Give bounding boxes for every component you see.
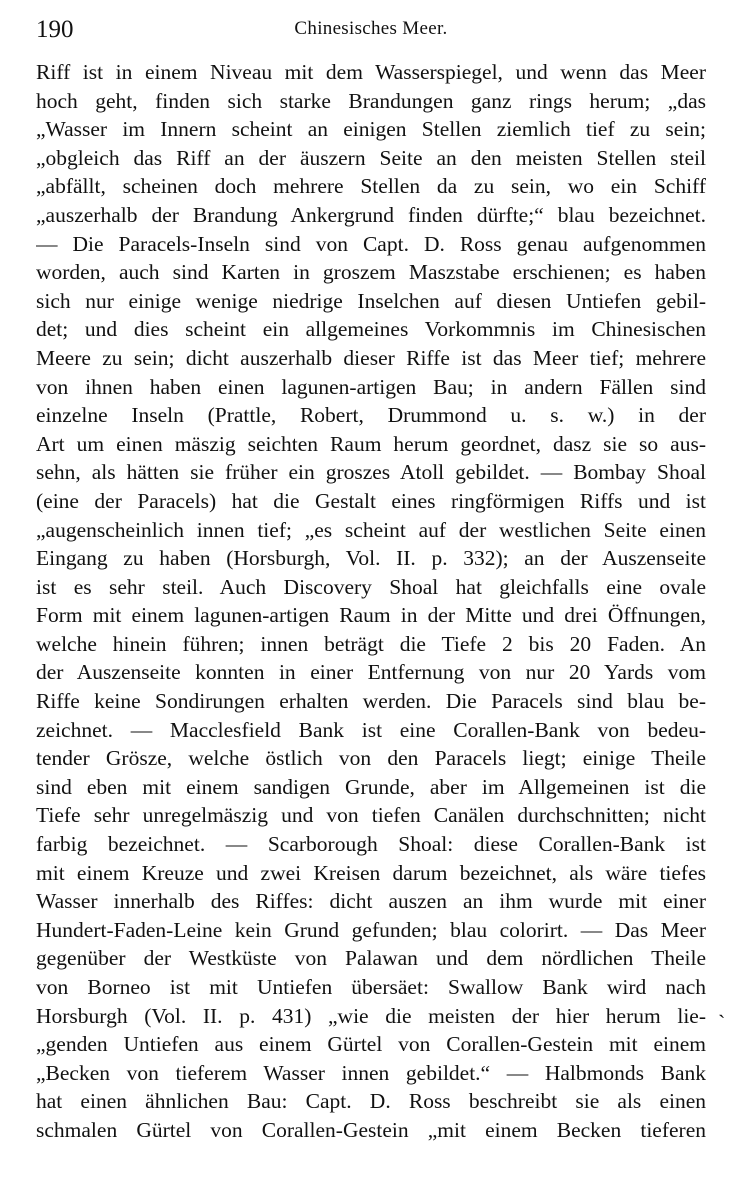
text-line: Wasser innerhalb des Riffes: dicht auszen an ihm wurde mit einer	[36, 889, 706, 914]
text-line: — Die Paracels-Inseln sind von Capt. D. Ross genau aufgenommen	[36, 231, 706, 256]
text-line: „auszerhalb der Brandung Ankergrund finden dürfte;“ blau bezeichnet.	[36, 202, 706, 227]
text-line: det; und dies scheint ein allgemeines Vorkommnis im Chinesischen	[36, 317, 706, 342]
text-line: Form mit einem lagunen-artigen Raum in der Mitte und drei Öffnungen,	[36, 603, 706, 628]
text-line: Riff ist in einem Niveau mit dem Wasserspiegel, und wenn das Meer	[36, 60, 706, 84]
page-header	[36, 12, 706, 52]
text-line: Eingang zu haben (Horsburgh, Vol. II. p. 332); an der Auszenseite	[36, 546, 706, 571]
running-title: Chinesisches Meer.	[294, 18, 448, 39]
text-line: Meere zu sein; dicht auszerhalb dieser Riffe ist das Meer tief; mehrere	[36, 345, 706, 370]
text-line: „Becken von tieferem Wasser innen gebildet.“ — Halbmonds Bank	[36, 1060, 706, 1085]
text-line: Riffe keine Sondirungen erhalten werden. Die Paracels sind blau be-	[36, 689, 706, 714]
text-line: der Auszenseite konnten in einer Entfernung von nur 20 Yards vom	[36, 660, 706, 685]
text-line: Hundert-Faden-Leine kein Grund gefunden; blau colorirt. — Das Meer	[36, 917, 706, 942]
text-line: farbig bezeichnet. — Scarborough Shoal: diese Corallen-Bank ist	[36, 832, 706, 857]
text-line: „abfällt, scheinen doch mehrere Stellen da zu sein, wo ein Schiff	[36, 174, 706, 199]
text-line: sich nur einige wenige niedrige Inselchen auf diesen Untiefen gebil-	[36, 288, 706, 313]
text-line: sehn, als hätten sie früher ein groszes Atoll gebildet. — Bombay Shoal	[36, 460, 706, 485]
text-line: gegenüber der Westküste von Palawan und dem nördlichen Theile	[36, 946, 706, 971]
text-line: von ihnen haben einen lagunen-artigen Bau; in andern Fällen sind	[36, 374, 706, 399]
text-line: „obgleich das Riff an der äuszern Seite an den meisten Stellen steil	[36, 145, 706, 170]
text-line: Tiefe sehr unregelmäszig und von tiefen Canälen durchschnitten; nicht	[36, 803, 706, 828]
text-line: (eine der Paracels) hat die Gestalt eines ringförmigen Riffs und ist	[36, 488, 706, 513]
text-line: schmalen Gürtel von Corallen-Gestein „mit einem Becken tieferen	[36, 1117, 706, 1142]
margin-mark: `	[718, 1010, 726, 1035]
text-line: ist es sehr steil. Auch Discovery Shoal hat gleichfalls eine ovale	[36, 574, 706, 599]
text-line: „Wasser im Innern scheint an einigen Stellen ziemlich tief zu sein;	[36, 117, 706, 142]
text-line: Horsburgh (Vol. II. p. 431) „wie die meisten der hier herum lie-	[36, 1003, 706, 1028]
text-line: tender Grösze, welche östlich von den Paracels liegt; einige Theile	[36, 746, 706, 771]
text-line: von Borneo ist mit Untiefen übersäet: Swallow Bank wird nach	[36, 975, 706, 999]
page-number: 190	[36, 16, 74, 43]
body-text	[36, 58, 706, 1145]
text-line: einzelne Inseln (Prattle, Robert, Drummond u. s. w.) in der	[36, 403, 706, 428]
text-line: welche hinein führen; innen beträgt die Tiefe 2 bis 20 Faden. An	[36, 631, 706, 656]
text-line: zeichnet. — Macclesfield Bank ist eine Corallen-Bank von bedeu-	[36, 717, 706, 742]
text-line: „augenscheinlich innen tief; „es scheint auf der westlichen Seite einen	[36, 517, 706, 542]
text-line: „genden Untiefen aus einem Gürtel von Corallen-Gestein mit einem	[36, 1032, 706, 1057]
text-line: Art um einen mäszig seichten Raum herum geordnet, dasz sie so aus-	[36, 431, 706, 456]
text-line: sind eben mit einem sandigen Grunde, aber im Allgemeinen ist die	[36, 774, 706, 799]
text-line: mit einem Kreuze und zwei Kreisen darum bezeichnet, als wäre tiefes	[36, 860, 706, 885]
text-line: hoch geht, finden sich starke Brandungen ganz rings herum; „das	[36, 88, 706, 113]
text-line: hat einen ähnlichen Bau: Capt. D. Ross beschreibt sie als einen	[36, 1089, 706, 1114]
text-line: worden, auch sind Karten in groszem Maszstabe erschienen; es haben	[36, 260, 706, 285]
